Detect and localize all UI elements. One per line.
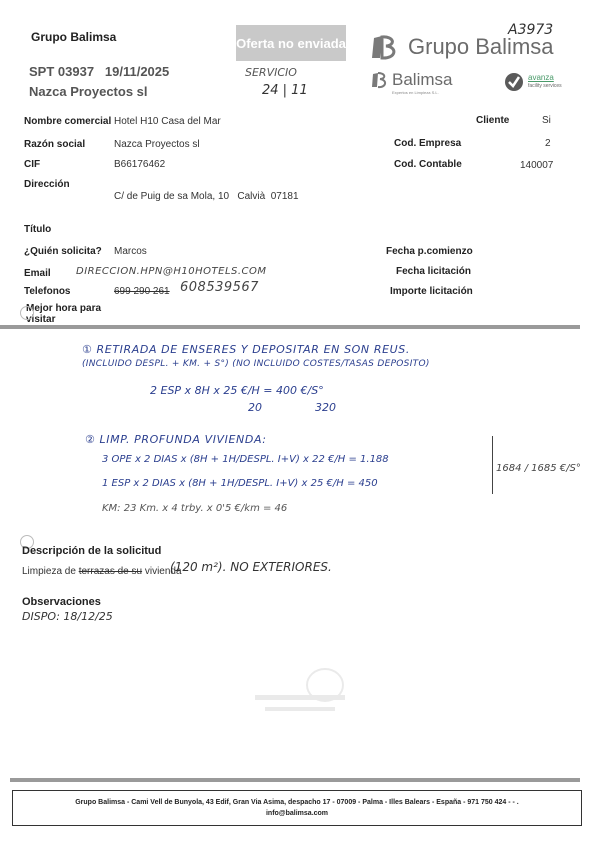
razon-social-value: Nazca Proyectos sl [114,139,200,150]
note-1-line-1: ① RETIRADA DE ENSERES Y DEPOSITAR EN SON REUS. [82,343,410,356]
avanza-check-icon [504,72,524,92]
note-2-bracket [486,436,493,494]
cliente-value: Si [542,115,551,126]
quien-solicita-value: Marcos [114,246,147,257]
avanza-logo: avanza facility services [504,72,562,92]
note-2-calc-2: 1 ESP x 2 DIAS x (8H + 1H/DESPL. I+V) x 25 €/H = 450 [102,478,378,489]
note-1-line-2: (INCLUIDO DESPL. + KM. + S°) (NO INCLUIDO COSTES/TASAS DEPOSITO) [82,359,430,369]
nombre-comercial-value: Hotel H10 Casa del Mar [114,116,221,127]
email-hand-value: DIRECCION.HPN@H10HOTELS.COM [76,266,267,277]
hand-note-date: 24 | 11 [262,83,308,98]
status-badge: Oferta no enviada [236,25,346,61]
footer-box [12,790,582,826]
note-1-calc-fix-1: 20 [248,401,262,414]
company-name: Grupo Balimsa [31,30,117,44]
note-2-line-1: ② LIMP. PROFUNDA VIVIENDA: [85,433,267,446]
telefono-struck-value: 699 290 261 [114,286,170,297]
punch-hole-top [20,306,34,320]
cif-value: B66176462 [114,159,166,170]
cod-contable-label: Cod. Contable [394,159,462,170]
descripcion-text: Limpieza de terrazas de su vivienda [22,566,182,577]
fecha-comienzo-label: Fecha p.comienzo [386,246,473,257]
section-divider-bottom [10,778,580,782]
telefono-hand-value: 608539567 [180,280,259,295]
note-1-calc-fix-2: 320 [315,401,336,414]
cod-empresa-value: 2 [545,138,551,149]
balimsa-b-icon [370,34,404,60]
telefonos-label: Telefonos [24,286,71,297]
footer-email: info@balimsa.com [265,810,329,817]
hand-reference: A3973 [508,22,554,38]
titulo-label: Título [24,224,52,235]
cliente-label: Cliente [476,115,510,126]
balimsa-logo: Balimsa Expertos en Limpieza S.L. [370,70,452,95]
cif-label: CIF [24,159,41,170]
importe-licitacion-label: Importe licitación [390,286,473,297]
cod-empresa-label: Cod. Empresa [394,138,462,149]
razon-social-label: Razón social [24,139,86,150]
balimsa-small-b-icon [370,71,390,89]
cod-contable-value: 140007 [520,160,554,171]
footer-address: Grupo Balimsa - Cami Vell de Bunyola, 43 Edif, Gran Via Asima, despacho 17 - 07009 - Palma - Illes Balears - España - 971 750 424 - - . [75,799,519,806]
section-divider-top [0,325,580,329]
descripcion-hand: (120 m²). NO EXTERIORES. [170,560,332,574]
client-title: Nazca Proyectos sl [29,84,148,99]
direccion-label: Dirección [24,179,70,190]
faint-stamp-mark [245,665,355,725]
note-2-total: 1684 / 1685 €/S° [496,463,581,474]
doc-reference: SPT 03937 19/11/2025 [29,64,170,79]
hand-note-service: SERVICIO [245,66,297,79]
fecha-licitacion-label: Fecha licitación [396,266,472,277]
grupo-balimsa-logo: Grupo Balimsa [370,34,554,60]
note-2-calc-1: 3 OPE x 2 DIAS x (8H + 1H/DESPL. I+V) x 22 €/H = 1.188 [102,454,389,465]
descripcion-label: Descripción de la solicitud [22,545,162,557]
observaciones-hand: DISPO: 18/12/25 [22,610,113,623]
observaciones-label: Observaciones [22,596,101,608]
quien-solicita-label: ¿Quién solicita? [24,246,102,257]
nombre-comercial-label: Nombre comercial [24,116,112,127]
note-2-calc-3: KM: 23 Km. x 4 trby. x 0'5 €/km = 46 [102,503,288,514]
email-label: Email [24,268,51,279]
direccion-value: C/ de Puig de sa Mola, 10 Calvià 07181 [114,191,299,202]
mejor-hora-label: Mejor hora para visitar [26,303,102,325]
note-1-calc: 2 ESP x 8H x 25 €/H = 400 €/S° [150,384,324,397]
